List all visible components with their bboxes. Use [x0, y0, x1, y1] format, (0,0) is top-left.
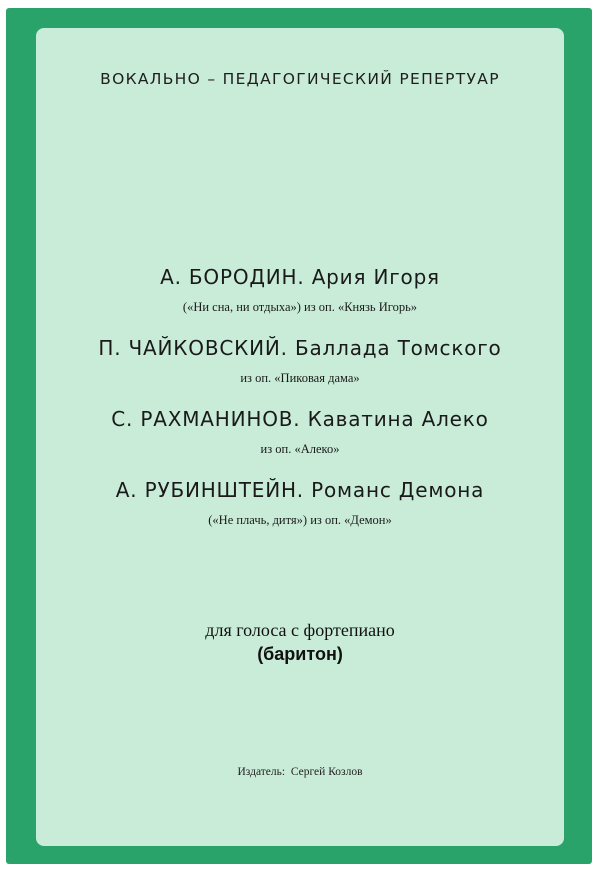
- work-title: А. БОРОДИН. Ария Игоря: [160, 265, 440, 289]
- voice-info: [36, 619, 564, 665]
- work-item: [36, 477, 564, 528]
- series-title: ВОКАЛЬНО – ПЕДАГОГИЧЕСКИЙ РЕПЕРТУАР: [100, 70, 500, 88]
- voice-type: (баритон): [257, 644, 343, 664]
- works-list: [36, 264, 564, 548]
- work-subtitle: («Ни сна, ни отдыха») из оп. «Князь Игорь»: [182, 300, 418, 314]
- cover-border: [6, 8, 592, 864]
- work-item: [36, 335, 564, 386]
- voice-line: для голоса с фортепиано: [205, 620, 395, 640]
- work-subtitle: из оп. «Пиковая дама»: [240, 371, 360, 385]
- work-subtitle: из оп. «Алеко»: [260, 442, 340, 456]
- work-title: П. ЧАЙКОВСКИЙ. Баллада Томского: [98, 336, 502, 360]
- work-subtitle: («Не плачь, дитя») из оп. «Демон»: [208, 513, 392, 527]
- publisher-label: Издатель:: [237, 766, 286, 778]
- work-item: [36, 406, 564, 457]
- work-title: С. РАХМАНИНОВ. Каватина Алеко: [111, 407, 489, 431]
- publisher-name: Сергей Козлов: [290, 766, 363, 778]
- work-title: А. РУБИНШТЕЙН. Романс Демона: [115, 478, 485, 502]
- publisher: [36, 766, 564, 778]
- cover-page: [36, 28, 564, 846]
- work-item: [36, 264, 564, 315]
